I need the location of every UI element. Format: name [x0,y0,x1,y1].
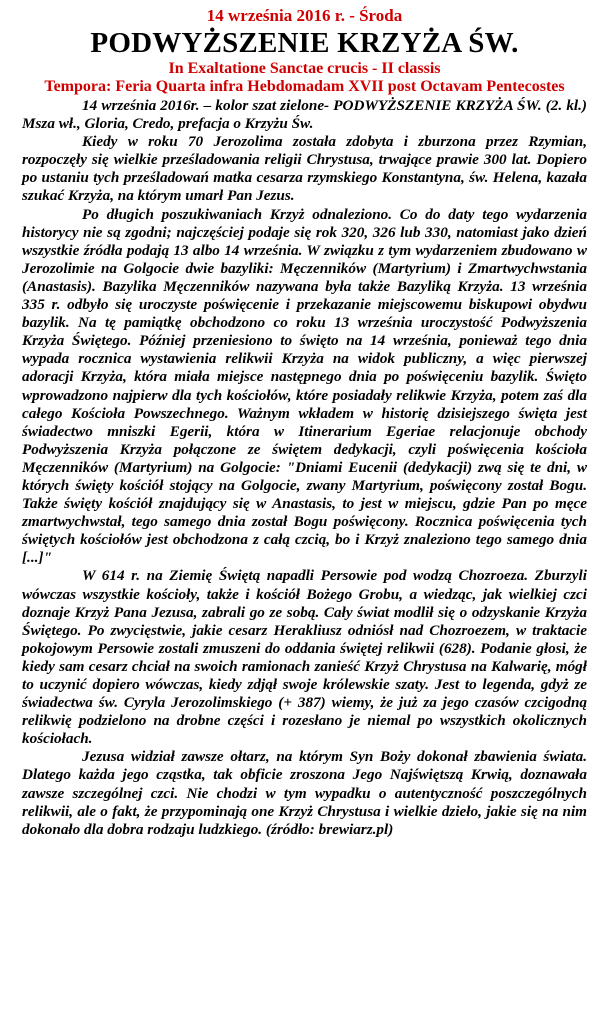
body-text [22,97,587,839]
paragraph-history-intro: Kiedy w roku 70 Jerozolima została zdobyta i zburzona przez Rzymian, rozpoczęły się wielkie prześladowania religii Chrystusa, trwające prawie 300 lat. Dopiero po ustaniu tych prześladowań matka cesarza rzymskiego Konstantyna, św. Helena, kazała szukać Krzyża, na którym umarł Pan Jezus. [22,133,587,205]
page-title: PODWYŻSZENIE KRZYŻA ŚW. [90,27,519,59]
tempora-line: Tempora: Feria Quarta infra Hebdomadam XVII post Octavam Pentecostes [44,78,565,95]
paragraph-relic-veneration: Jezusa widział zawsze ołtarz, na którym Syn Boży dokonał zbawienia świata. Dlatego każda jego cząstka, tak obficie zroszona Jego Najświętszą Krwią, doznawała zawsze szczególnej czci. Nie chodzi w tym wypadku o autentyczność poszczególnych relikwii, ale o fakt, że przypominają one Krzyż Chrystusa i wielkie dzieło, jakie się na nim dokonało dla dobra rodzaju ludzkiego. (źródło: brewiarz.pl) [22,748,587,838]
date-heading: 14 września 2016 r. - Środa [206,6,403,25]
paragraph-finding-of-cross: Po długich poszukiwaniach Krzyż odnaleziono. Co do daty tego wydarzenia historycy nie są zgodni; najczęściej podaje się rok 320, 326 lub 330, natomiast jako dzień wszystkie źródła podają 13 albo 14 września. W związku z tym wydarzeniem zbudowano w Jerozolimie na Golgocie dwie bazyliki: Męczenników (Martyrium) i Zmartwychwstania (Anastasis). Bazylika Męczenników nazywana była także Bazyliką Krzyża. 13 września 335 r. odbyło się uroczyste poświęcenie i przekazanie miejscowemu biskupowi obydwu bazylik. Na tę pamiątkę obchodzono co roku 13 września uroczystość Podwyższenia Krzyża Świętego. Później przeniesiono to święto na 14 września, ponieważ tego dnia wypada rocznica wystawienia relikwii Krzyża na widok publiczny, a więc pierwszej adoracji Krzyża, która miała miejsce następnego dnia po poświęceniu bazylik. Święto wprowadzono najpierw dla tych kościołów, które posiadały relikwie Krzyża, potem zaś dla całego Kościoła Powszechnego. Ważnym wkładem w historię dzisiejszego święta jest świadectwo mniszki Egerii, która w Itinerarium Egeriae relacjonuje obchody Podwyższenia Krzyża połączone ze świętem dedykacji, czyli poświęcenia kościoła Męczenników (Martyrium) na Golgocie: "Dniami Eucenii (dedykacji) zwą się te dni, w których święty kościół stojący na Golgocie, zwany Martyrium, poświęcony został Bogu. Także święty kościół znajdujący się w Anastasis, to jest w miejscu, gdzie Pan po męce zmartwychwstał, tego samego dnia został Bogu poświęcony. Rocznica poświęcenia tych świętych kościołów jest obchodzona z całą czcią, bo i Krzyż znaleziono tego samego dnia [...]" [22,205,587,567]
paragraph-liturgical-note: 14 września 2016r. – kolor szat zielone- PODWYŻSZENIE KRZYŻA ŚW. (2. kl.) Msza wł., Gloria, Credo, prefacja o Krzyżu Św. [22,97,587,133]
paragraph-persian-invasion: W 614 r. na Ziemię Świętą napadli Persowie pod wodzą Chozroeza. Zburzyli wówczas wszystkie kościoły, także i kościół Bożego Grobu, a wiedząc, jak wielkiej czci doznaje Krzyż Pana Jezusa, zabrali go ze sobą. Cały świat modlił się o odzyskanie Krzyża Świętego. Po zwycięstwie, jakie cesarz Herakliusz odniósł nad Chozroezem, w traktacie pokojowym Persowie zostali zmuszeni do oddania świętej relikwii (628). Podanie głosi, że kiedy sam cesarz chciał na swoich ramionach zanieść Krzyż Chrystusa na Kalwarię, mógł to uczynić dopiero wówczas, kiedy zdjął swoje królewskie szaty. Jest to legenda, gdyż ze świadectwa św. Cyryla Jerozolimskiego (+ 387) wiemy, że już za jego czasów czcigodną relikwię podzielono na drobne części i rozesłano je niemal po wszystkich okolicznych kościołach. [22,567,587,748]
latin-class-line: In Exaltatione Sanctae crucis - II classis [168,60,441,77]
